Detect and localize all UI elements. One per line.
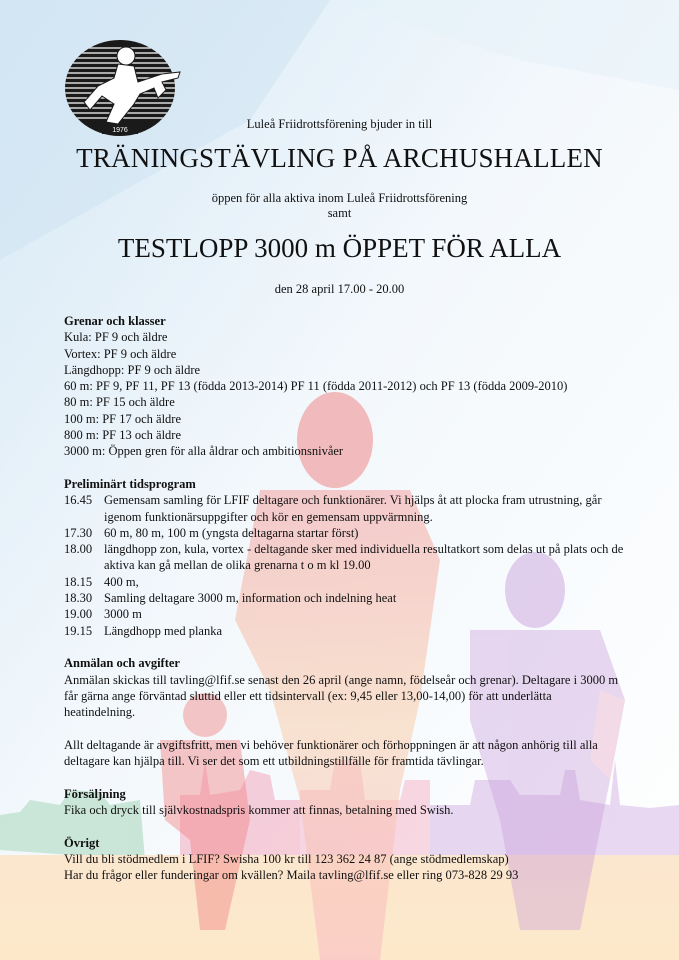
program-time: 17.30	[64, 525, 93, 540]
program-text: Gemensam samling för LFIF deltagare och funktionärer. Vi hjälps åt att plocka fram utrustning, går igenom funktionärsuppgifter och kör en gemensam uppvärmning.	[104, 493, 602, 524]
grenar-line: 60 m: PF 9, PF 11, PF 13 (födda 2013-2014) PF 11 (födda 2011-2012) och PF 13 (födda 2009-2010)	[64, 379, 568, 394]
section-program	[64, 476, 624, 639]
subtitle-line-1: öppen för alla aktiva inom Luleå Friidrottsförening	[211, 191, 468, 205]
document-body	[64, 313, 624, 900]
program-time: 18.15	[64, 574, 93, 589]
ovrigt-line: Vill du bli stödmedlem i LFIF? Swisha 100 kr till 123 362 24 87 (ange stödmedlemskap)	[64, 851, 509, 866]
program-time: 18.00	[64, 542, 93, 557]
program-row	[64, 541, 624, 574]
program-row	[64, 590, 624, 606]
section-anmalan	[64, 655, 624, 720]
grenar-line: Kula: PF 9 och äldre	[64, 330, 168, 345]
event-subtitle	[0, 191, 679, 221]
subtitle-line-2: samt	[327, 206, 352, 220]
anmalan-paragraph: Anmälan skickas till tavling@lfif.se senast den 26 april (ange namn, födelseår och grenar). Deltagare i 3000 m får gärna ange förväntad sluttid eller ett tidsintervall (ex: 9,45 eller 13,00-14,00) för att underlätta heatindelning.	[64, 672, 619, 720]
program-row	[64, 606, 624, 622]
grenar-line: 80 m: PF 15 och äldre	[64, 395, 175, 410]
logo-year: 1976	[112, 127, 128, 134]
grenar-line: 800 m: PF 13 och äldre	[64, 428, 182, 443]
program-text: längdhopp zon, kula, vortex - deltagande sker med individuella resultatkort som delas ut på plats och de aktiva kan gå mellan de olika grenarna t o m kl 19.00	[104, 542, 624, 573]
avgifter-paragraph: Allt deltagande är avgiftsfritt, men vi behöver funktionärer och förhoppningen är att någon anhörig till alla deltagare kan hjälpa till. Vi ser det som ett utbildningstillfälle för framtida tävlingar.	[64, 737, 598, 769]
program-text: Längdhopp med planka	[104, 623, 223, 638]
event-date: den 28 april 17.00 - 20.00	[274, 282, 405, 296]
forsaljning-text: Fika och dryck till självkostnadspris kommer att finnas, betalning med Swish.	[64, 802, 454, 817]
program-time: 19.15	[64, 623, 93, 638]
program-time: 19.00	[64, 607, 93, 622]
section-forsaljning	[64, 786, 624, 819]
ovrigt-line: Har du frågor eller funderingar om kvällen? Maila tavling@lfif.se eller ring 073-828 29 93	[64, 868, 519, 883]
section-heading: Grenar och klasser	[64, 314, 166, 328]
program-time: 16.45	[64, 493, 93, 508]
event-title: TRÄNINGSTÄVLING PÅ ARCHUSHALLEN	[76, 143, 603, 173]
program-text: 3000 m	[104, 607, 142, 622]
section-heading: Försäljning	[64, 786, 126, 801]
program-row	[64, 492, 624, 525]
program-time: 18.30	[64, 591, 93, 606]
section-avgifter	[64, 737, 624, 770]
section-heading: Övrigt	[64, 835, 100, 850]
invite-line: Luleå Friidrottsförening bjuder in till	[246, 117, 433, 131]
program-row	[64, 574, 624, 590]
grenar-line: Längdhopp: PF 9 och äldre	[64, 362, 201, 377]
section-heading: Preliminärt tidsprogram	[64, 476, 196, 491]
grenar-line: Vortex: PF 9 och äldre	[64, 346, 177, 361]
program-text: 60 m, 80 m, 100 m (yngsta deltagarna startar först)	[104, 525, 359, 540]
testlopp-title: TESTLOPP 3000 m ÖPPET FÖR ALLA	[117, 233, 562, 263]
program-text: Samling deltagare 3000 m, information och indelning heat	[104, 591, 397, 606]
grenar-line: 100 m: PF 17 och äldre	[64, 411, 182, 426]
section-heading: Anmälan och avgifter	[64, 656, 180, 671]
section-grenar	[64, 313, 624, 460]
program-row	[64, 623, 624, 639]
program-row	[64, 525, 624, 541]
section-ovrigt	[64, 835, 624, 884]
program-text: 400 m,	[104, 574, 139, 589]
grenar-line: 3000 m: Öppen gren för alla åldrar och ambitionsnivåer	[64, 444, 344, 459]
